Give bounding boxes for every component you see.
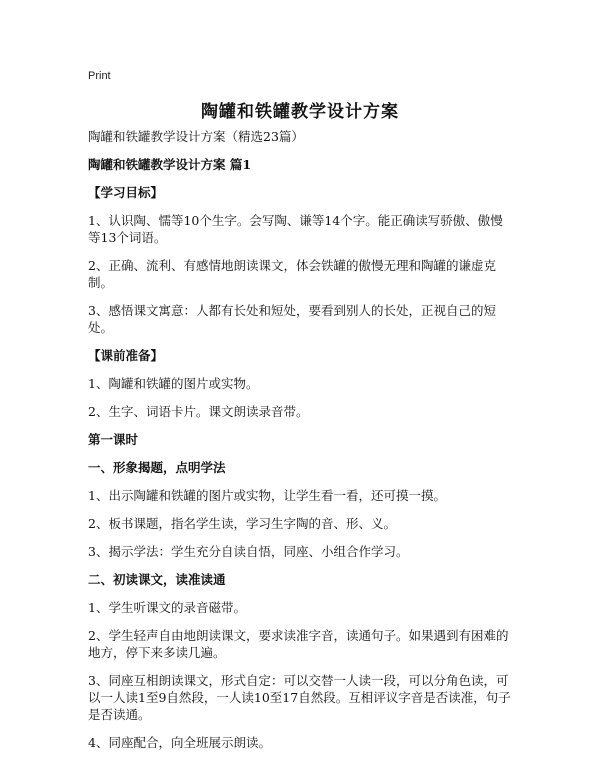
goal-item-2: 2、正确、流利、有感情地朗读课文，体会铁罐的傲慢无理和陶罐的谦虚克制。 — [88, 258, 496, 290]
part2-heading: 二、初读课文，读准读通 — [88, 572, 226, 587]
lesson-heading: 第一课时 — [88, 432, 139, 447]
part2-item-4: 4、同座配合，向全班展示朗读。 — [88, 735, 271, 750]
document-body — [88, 128, 513, 751]
part1-item-1: 1、出示陶罐和铁罐的图片或实物，让学生看一看，还可摸一摸。 — [88, 488, 446, 503]
print-label[interactable]: Print — [88, 70, 111, 82]
prep-heading: 【课前准备】 — [88, 348, 164, 363]
part2-item-2: 2、学生轻声自由地朗读课文，要求读准字音，读通句子。如果遇到有困难的地方，停下来多读几遍。 — [88, 628, 509, 660]
part2-item-3: 3、同座互相朗读课文，形式自定：可以交替一人读一段，可以分角色读，可以一人读1至9自然段，一人读10至17自然段。互相评议字音是否读准，句子是否读通。 — [88, 673, 511, 722]
section-title: 陶罐和铁罐教学设计方案 篇1 — [88, 157, 252, 172]
document-title: 陶罐和铁罐教学设计方案 — [201, 102, 399, 122]
goal-item-1: 1、认识陶、懦等10个生字。会写陶、谦等14个字。能正确读写骄傲、傲慢等13个词语。 — [88, 213, 503, 245]
part1-item-2: 2、板书课题，指名学生读，学习生字陶的音、形、义。 — [88, 516, 396, 531]
part1-item-3: 3、揭示学法：学生充分自读自悟，同座、小组合作学习。 — [88, 544, 409, 559]
part2-item-1: 1、学生听课文的录音磁带。 — [88, 600, 246, 615]
subtitle: 陶罐和铁罐教学设计方案（精选23篇） — [88, 129, 304, 144]
part1-heading: 一、形象揭题，点明学法 — [88, 460, 226, 475]
prep-item-2: 2、生字、词语卡片。课文朗读录音带。 — [88, 404, 309, 419]
goal-item-3: 3、感悟课文寓意：人都有长处和短处，要看到别人的长处，正视自己的短处。 — [88, 303, 496, 335]
prep-item-1: 1、陶罐和铁罐的图片或实物。 — [88, 376, 259, 391]
goals-heading: 【学习目标】 — [88, 185, 164, 200]
